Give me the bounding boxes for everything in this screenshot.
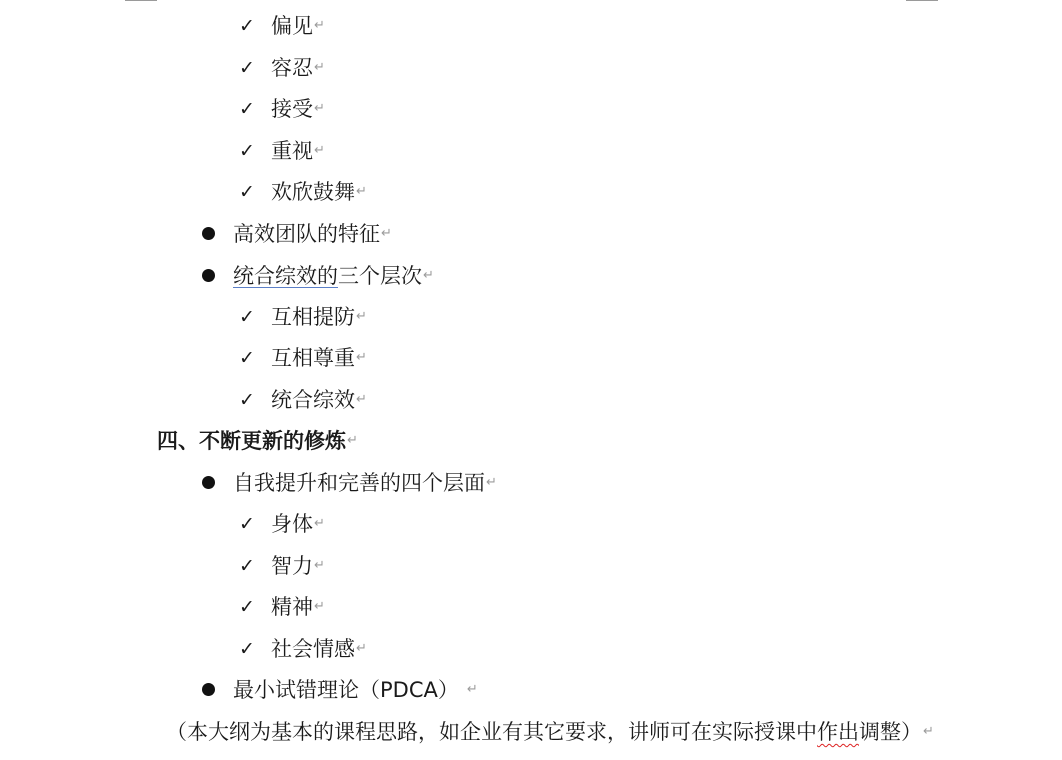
check-icon: ✓	[239, 596, 255, 618]
spellcheck-underlined-text: 作出	[817, 720, 859, 744]
check-item-text: 互相尊重	[271, 346, 355, 370]
paragraph-mark-icon: ↵	[314, 60, 325, 75]
check-icon: ✓	[239, 306, 255, 328]
check-item-text: 统合综效	[271, 388, 355, 412]
page-corner-mark-right	[906, 0, 938, 1]
check-icon: ✓	[239, 347, 255, 369]
check-item-text: 互相提防	[271, 305, 355, 329]
check-item-text: 偏见	[271, 14, 313, 38]
check-item-text: 精神	[271, 595, 313, 619]
paragraph-mark-icon: ↵	[314, 599, 325, 614]
paragraph-mark-icon: ↵	[356, 350, 367, 365]
check-item-text: 社会情感	[271, 637, 355, 661]
paragraph-mark-icon: ↵	[347, 433, 358, 448]
check-item-text: 身体	[271, 512, 313, 536]
bullet-item-text: 自我提升和完善的四个层面	[233, 471, 485, 495]
page-corner-mark-left	[125, 0, 157, 1]
paragraph-mark-icon: ↵	[314, 18, 325, 33]
check-icon: ✓	[239, 181, 255, 203]
paragraph-mark-icon: ↵	[314, 558, 325, 573]
paragraph-mark-icon: ↵	[423, 268, 434, 283]
outline-note-text: （本大纲为基本的课程思路，如企业有其它要求，讲师可在实际授课中	[166, 720, 817, 744]
check-icon: ✓	[239, 98, 255, 120]
paragraph-mark-icon: ↵	[486, 475, 497, 490]
section-heading-text: 四、不断更新的修炼	[157, 429, 346, 453]
check-item-text: 容忍	[271, 56, 313, 80]
outline-note-text-end: 调整）	[859, 720, 922, 744]
bullet-icon	[202, 269, 215, 282]
check-item-text: 智力	[271, 554, 313, 578]
check-icon: ✓	[239, 57, 255, 79]
check-icon: ✓	[239, 389, 255, 411]
bullet-item-text: 高效团队的特征	[233, 222, 380, 246]
bullet-icon	[202, 227, 215, 240]
grammar-underlined-text: 统合综效的	[233, 264, 338, 288]
paragraph-mark-icon: ↵	[923, 724, 934, 739]
bullet-item-text: 最小试错理论（PDCA）	[233, 678, 459, 702]
paragraph-mark-icon: ↵	[356, 641, 367, 656]
paragraph-mark-icon: ↵	[314, 516, 325, 531]
bullet-icon	[202, 683, 215, 696]
bullet-item-text: 三个层次	[338, 264, 422, 288]
check-item-text: 重视	[271, 139, 313, 163]
check-icon: ✓	[239, 140, 255, 162]
check-item-text: 欢欣鼓舞	[271, 180, 355, 204]
paragraph-mark-icon: ↵	[381, 226, 392, 241]
check-icon: ✓	[239, 513, 255, 535]
bullet-icon	[202, 476, 215, 489]
paragraph-mark-icon: ↵	[356, 392, 367, 407]
check-icon: ✓	[239, 15, 255, 37]
check-item-text: 接受	[271, 97, 313, 121]
paragraph-mark-icon: ↵	[356, 184, 367, 199]
check-icon: ✓	[239, 638, 255, 660]
paragraph-mark-icon: ↵	[356, 309, 367, 324]
paragraph-mark-icon: ↵	[314, 101, 325, 116]
paragraph-mark-icon: ↵	[466, 682, 478, 697]
check-icon: ✓	[239, 555, 255, 577]
paragraph-mark-icon: ↵	[314, 143, 325, 158]
